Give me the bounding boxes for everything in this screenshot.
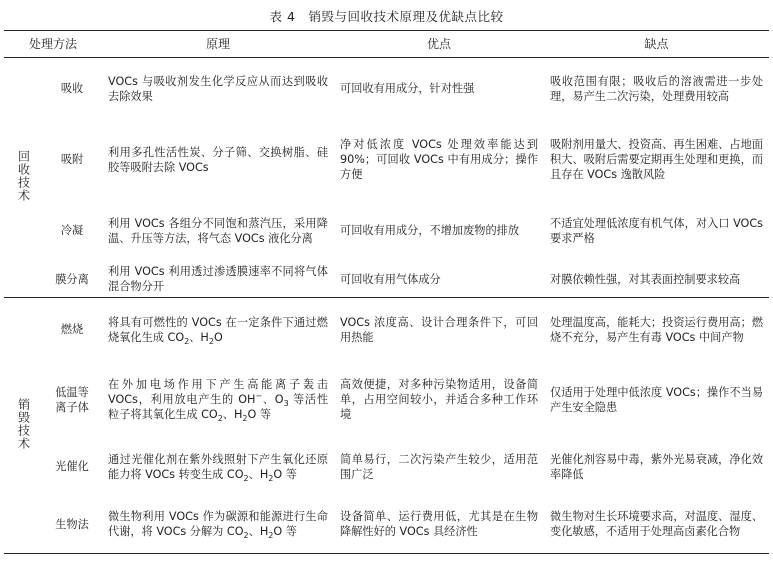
category-destruction-label: 销毁技术	[16, 397, 31, 450]
advantages-cell: 可回收有用成分，针对性强	[340, 82, 475, 96]
principle-cell	[102, 298, 334, 362]
subscript: 2	[243, 531, 249, 541]
category-recovery	[4, 58, 42, 298]
subscript: 2	[268, 531, 274, 541]
subscript: 2	[242, 414, 248, 424]
principle-text: 通过光催化剂在紫外线照射下产生氧化还原能力将 VOCs 转变生成 CO	[108, 452, 329, 481]
table-row	[4, 120, 769, 200]
principle-cell: 利用 VOCs 利用透过渗透膜速率不同将气体混合物分开	[108, 265, 329, 294]
header-advantages: 优点	[427, 36, 452, 51]
method-cell: 吸附	[60, 153, 84, 166]
disadvantages-cell: 仅适用于处理中低浓度 VOCs；操作不当易产生安全隐患	[550, 385, 764, 414]
category-destruction	[4, 298, 42, 554]
disadvantages-cell: 光催化剂容易中毒，紫外光易衰减，净化效率降低	[550, 452, 764, 481]
disadvantages-cell: 对膜依赖性强，对其表面控制要求较高	[550, 272, 741, 286]
method-cell: 光催化	[55, 460, 89, 473]
principle-cell	[102, 438, 334, 496]
advantages-cell: 高效便捷，对多种污染物适用，设备简单，占用空间较小，并适合多种工作环境	[340, 378, 539, 421]
principle-cell: 利用多孔性活性炭、分子筛、交换树脂、硅胶等吸附去除 VOCs	[108, 145, 329, 174]
disadvantages-cell: 吸附剂用量大、投资高、再生困难、占地面积大、吸附后需要定期再生处理和更换，而且存在 VOCs 逸散风险	[550, 138, 764, 181]
header-disadvantages: 缺点	[644, 36, 669, 51]
advantages-cell: 设备简单、运行费用低，尤其是在生物降解性好的 VOCs 具经济性	[340, 510, 539, 539]
principle-cell: 利用 VOCs 各组分不同饱和蒸汽压，采用降温、升压等方法，将气态 VOCs 液化分离	[108, 216, 329, 245]
advantages-cell: 净对低浓度 VOCs 处理效率能达到 90%；可回收 VOCs 中有用成分；操作方便	[340, 138, 539, 181]
disadvantages-cell: 不适宜处理低浓度有机气体，对入口 VOCs 要求严格	[550, 216, 764, 245]
advantages-cell: 简单易行，二次污染产生较少，适用范围广泛	[340, 452, 539, 481]
table-row	[4, 58, 769, 120]
subscript: 3	[283, 399, 289, 409]
disadvantages-cell: 处理温度高，能耗大；投资运行费用高；燃烧不充分，易产生有毒 VOCs 中间产物	[550, 315, 764, 344]
table-row	[4, 496, 769, 554]
method-cell: 冷凝	[60, 224, 84, 237]
method-cell: 吸收	[60, 82, 84, 96]
table-row	[4, 298, 769, 362]
principle-cell: VOCs 与吸收剂发生化学反应从而达到吸收去除效果	[108, 74, 329, 103]
principle-text: O 等	[273, 525, 297, 539]
principle-text: 等活性粒子将其氧化生成 CO	[108, 393, 329, 421]
disadvantages-cell: 微生物对生长环境要求高，对温度、湿度、变化敏感，不适用于处理高卤素化合物	[550, 510, 764, 539]
subscript: 2	[268, 473, 274, 483]
subscript: 2	[217, 414, 223, 424]
header-principle: 原理	[206, 36, 231, 51]
method-cell: 膜分离	[55, 272, 89, 286]
superscript: −	[255, 391, 263, 401]
header-method: 处理方法	[29, 36, 78, 51]
advantages-cell: 可回收有用成分，不增加废物的排放	[340, 224, 520, 237]
principle-text: 、H	[222, 408, 243, 421]
method-line: 低温等	[55, 385, 89, 399]
table-row	[4, 438, 769, 496]
principle-text: O	[213, 330, 223, 344]
principle-text: 在外加电场作用下产生高能离子轰击 VOCs，利用放电产生的 OH	[108, 378, 329, 406]
principle-text: O 等	[247, 408, 272, 421]
principle-text: 微生物利用 VOCs 作为碳源和能源进行生命代谢，将 VOCs 分解为 CO	[108, 510, 329, 539]
principle-text: 、O	[262, 393, 284, 406]
subscript: 2	[184, 336, 190, 346]
table-row	[4, 362, 769, 438]
header-row	[4, 31, 769, 58]
category-recovery-label: 回收技术	[16, 149, 31, 202]
principle-text: O 等	[273, 467, 297, 481]
comparison-table	[4, 30, 769, 554]
advantages-cell: VOCs 浓度高、设计合理条件下，可回用热能	[340, 315, 539, 344]
principle-cell	[102, 362, 334, 438]
principle-text: 将具有可燃性的 VOCs 在一定条件下通过燃烧氧化生成 CO	[108, 315, 329, 344]
table-row	[4, 200, 769, 262]
principle-text: 、H	[189, 330, 209, 344]
table-row	[4, 262, 769, 298]
table-caption: 表 4 销毁与回收技术原理及优缺点比较	[269, 9, 504, 24]
principle-cell	[102, 496, 334, 554]
method-cell: 燃烧	[60, 323, 84, 337]
method-cell	[42, 362, 102, 438]
principle-text: 、H	[248, 525, 269, 539]
principle-text: 、H	[248, 467, 269, 481]
subscript: 2	[208, 336, 214, 346]
disadvantages-cell: 吸收范围有限；吸收后的溶液需进一步处理，易产生二次污染，处理费用较高	[550, 74, 764, 103]
subscript: 2	[243, 473, 249, 483]
advantages-cell: 可回收有用气体成分	[340, 272, 441, 286]
method-cell: 生物法	[55, 517, 89, 531]
method-line: 离子体	[55, 400, 89, 414]
